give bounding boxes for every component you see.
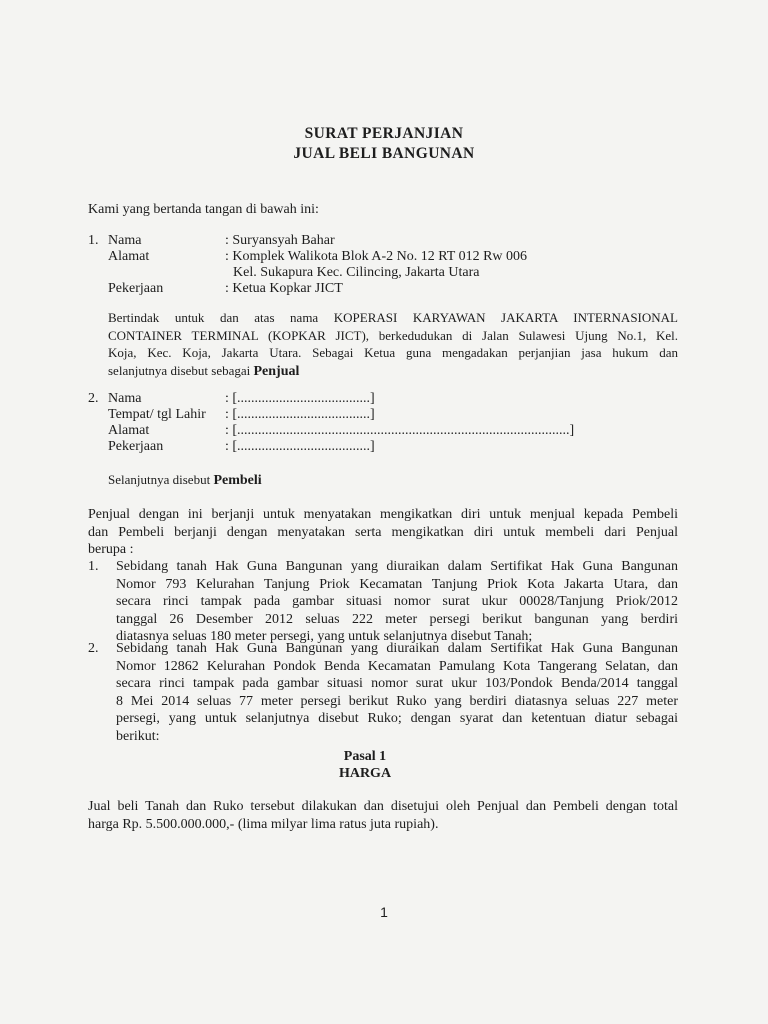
party2-nama-value: : [......................................] [225,391,375,406]
pasal-number: Pasal 1 [343,749,387,764]
item2-line: 8 Mei 2014 seluas 77 meter persegi berikut Ruko yang berdiri diatasnya seluas 227 meter [116,693,678,709]
agreement-last-line: berupa : [88,542,134,557]
harga-paragraph [88,798,678,833]
party2-pekerjaan-value: : [......................................] [225,439,375,454]
harga-last-line: harga Rp. 5.500.000.000,- (lima milyar lima ratus juta rupiah). [88,816,439,832]
item1-line: Nomor 793 Kelurahan Tanjung Priok Kecamatan Tanjung Priok Kota Jakarta Utara, dan [116,576,678,592]
item1-line: Sebidang tanah Hak Guna Bangunan yang diuraikan dalam Sertifikat Hak Guna Bangunan [116,559,678,574]
item1-line: tanggal 26 Desember 2012 seluas 222 meter persegi berikut bangunan yang berdiri [116,611,678,627]
party2-nama-label: Nama [108,391,142,406]
item1-number: 1. [88,559,99,574]
party1-description-prefix: selanjutnya disebut sebagai [108,362,254,378]
page-number: 1 [380,904,388,920]
party1-nama-value: : Suryansyah Bahar [225,233,335,248]
item2-last-line: berikut: [116,728,160,744]
party1-alamat-value-line2: Kel. Sukapura Kec. Cilincing, Jakarta Utara [233,265,480,280]
party1-description-line: Bertindak untuk dan atas nama KOPERASI KARYAWAN JAKARTA INTERNASIONAL [108,310,678,325]
party1-description-line: Koja, Kec. Koja, Jakarta Utara. Sebagai Ketua guna mengadakan perjanjian jasa hukum dan [108,345,678,360]
party1-pekerjaan-value: : Ketua Kopkar JICT [225,281,343,296]
party2-alamat-value: : [...............................................................................................] [225,423,575,438]
agreement-line: Penjual dengan ini berjanji untuk menyatakan mengikatkan diri untuk menjual kepada Pembeli [88,507,678,522]
item2-line: persegi, yang untuk selanjutnya disebut Ruko; dengan syarat dan ketentuan diatur sebagai [116,711,678,726]
party2-pekerjaan-label: Pekerjaan [108,439,164,454]
harga-line: Jual beli Tanah dan Ruko tersebut dilakukan dan disetujui oleh Penjual dan Pembeli dengan total [88,799,678,814]
item1-line: secara rinci tampak pada gambar situasi nomor surat ukur 00028/Tanjung Priok/2012 [116,594,678,609]
agreement-paragraph [88,506,678,559]
party1-pekerjaan-label: Pekerjaan [108,281,164,296]
document-title-line2: JUAL BELI BANGUNAN [293,145,475,162]
item1-last-line: diatasnya seluas 180 meter persegi, yang untuk selanjutnya disebut Tanah; [116,629,533,644]
document-title-line1: SURAT PERJANJIAN [304,125,464,142]
item1-text [116,558,678,646]
party2-alamat-label: Alamat [108,423,150,438]
item2-line: secara rinci tampak pada gambar situasi nomor surat ukur 103/Pondok Benda/2014 tanggal [116,676,678,691]
party1-description-line: CONTAINER TERMINAL (KOPKAR JICT), berkedudukan di Jalan Sulawesi Ujung No.1, Kel. [108,327,678,343]
item2-number: 2. [88,641,99,656]
party1-nama-label: Nama [108,233,142,248]
party1-alamat-value: : Komplek Walikota Blok A-2 No. 12 RT 012 Rw 006 [225,249,528,264]
party2-number: 2. [88,391,99,406]
intro-text: Kami yang bertanda tangan di bawah ini: [88,202,319,217]
party2-ttl-value: : [......................................] [225,407,375,422]
role-penjual: Penjual [253,363,300,379]
party2-ttl-label: Tempat/ tgl Lahir [108,407,206,422]
pasal-title: HARGA [338,766,392,781]
agreement-line: dan Pembeli berjanji dengan menyatakan serta mengikatkan diri untuk membeli dari Penjual [88,524,678,540]
party2-selanjutnya-prefix: Selanjutnya disebut [108,472,214,487]
item2-line: Nomor 12862 Kelurahan Pondok Benda Kecamatan Pamulang Kota Tangerang Selatan, dan [116,658,678,674]
party1-number: 1. [88,233,99,248]
item2-text [116,640,678,745]
role-pembeli: Pembeli [213,473,262,488]
party1-description-last-line [108,362,678,380]
party2-selanjutnya [108,471,262,489]
party1-alamat-label: Alamat [108,249,150,264]
party1-description [108,309,678,379]
item2-line: Sebidang tanah Hak Guna Bangunan yang diuraikan dalam Sertifikat Hak Guna Bangunan [116,641,678,656]
